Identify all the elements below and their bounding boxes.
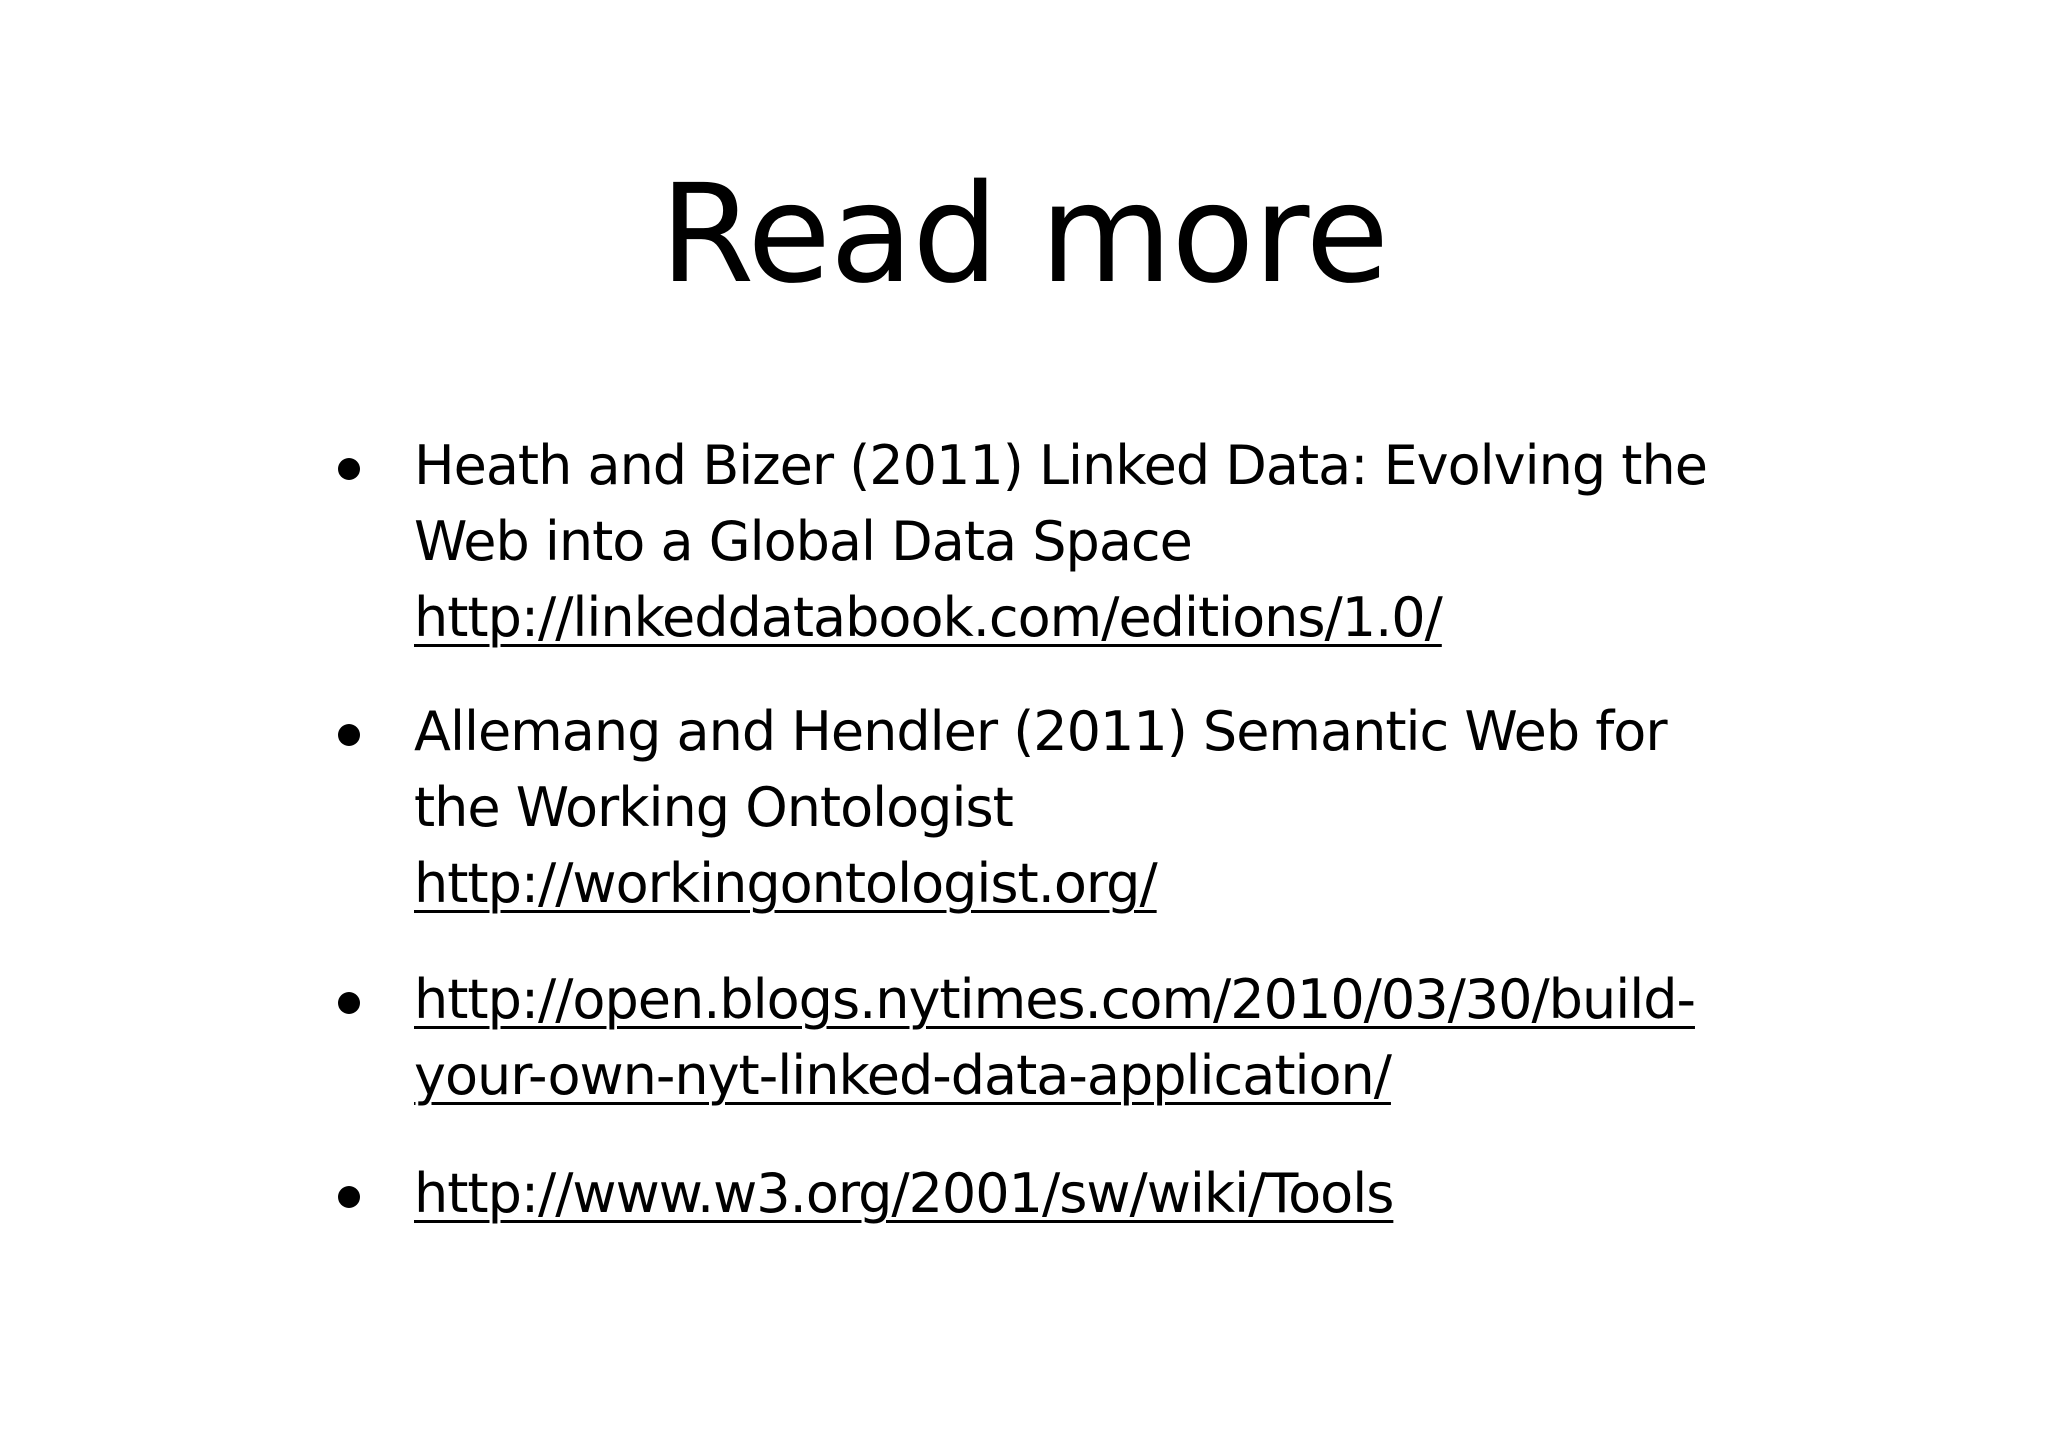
reference-text-line: Heath and Bizer (2011) Linked Data: Evolving the — [414, 434, 1707, 497]
linkeddatabook-link[interactable]: http://linkeddatabook.com/editions/1.0/ — [414, 586, 1442, 649]
reference-text-line: Allemang and Hendler (2011) Semantic Web for — [414, 700, 1667, 763]
nytimes-link-line-1[interactable]: http://open.blogs.nytimes.com/2010/03/30/build- — [414, 968, 1695, 1031]
workingontologist-link[interactable]: http://workingontologist.org/ — [414, 852, 1157, 915]
list-item-heath-bizer — [330, 428, 1750, 656]
w3c-tools-link[interactable]: http://www.w3.org/2001/sw/wiki/Tools — [414, 1162, 1394, 1225]
bullet-dot-icon — [338, 1186, 360, 1208]
list-item-w3c-tools — [330, 1156, 1750, 1232]
reference-text-line: the Working Ontologist — [414, 776, 1013, 839]
reference-text-line: Web into a Global Data Space — [414, 510, 1192, 573]
nytimes-link-line-2[interactable]: your-own-nyt-linked-data-application/ — [414, 1044, 1391, 1107]
reference-list — [330, 428, 1750, 1232]
list-item-nytimes — [330, 962, 1750, 1114]
list-item-allemang-hendler — [330, 694, 1750, 922]
bullet-dot-icon — [338, 724, 360, 746]
slide-title: Read more — [659, 156, 1389, 314]
bullet-dot-icon — [338, 458, 360, 480]
bullet-dot-icon — [338, 992, 360, 1014]
